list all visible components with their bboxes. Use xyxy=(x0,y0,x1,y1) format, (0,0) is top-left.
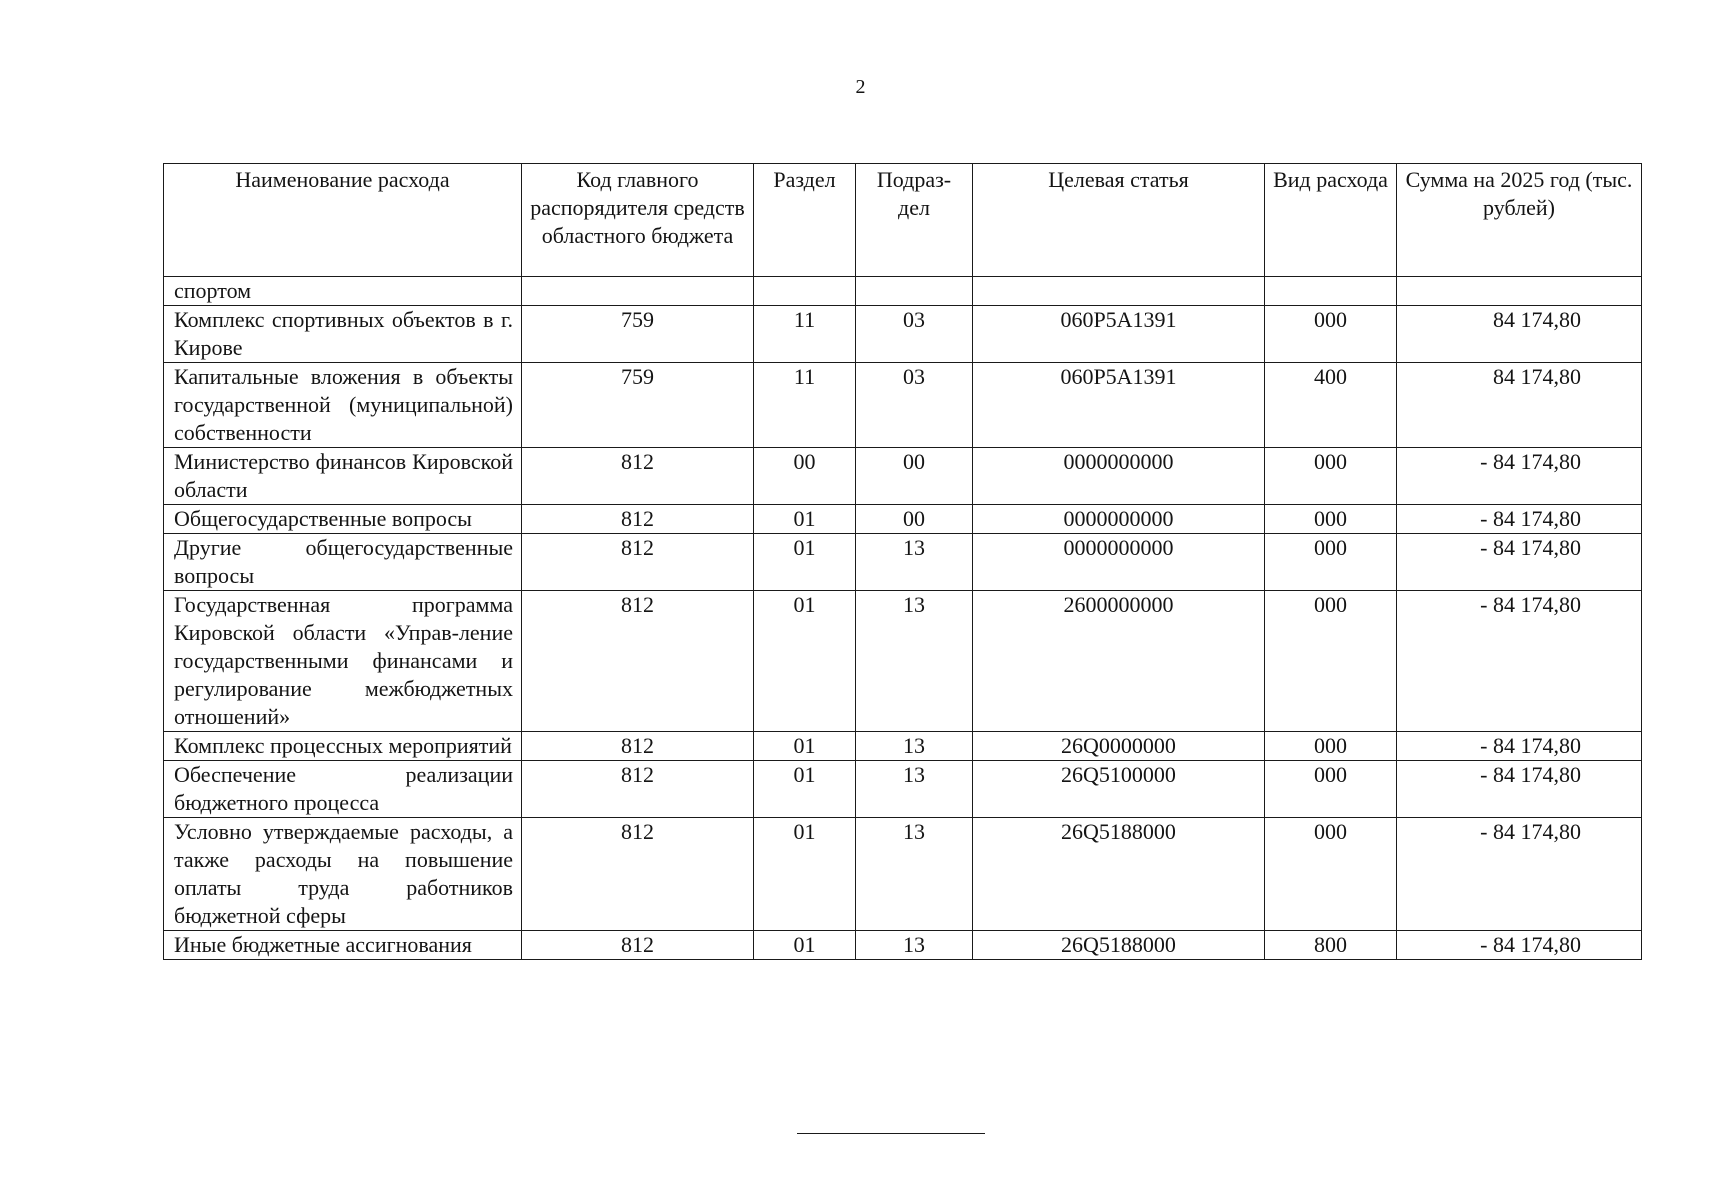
manager-code-cell: 812 xyxy=(522,761,754,818)
amount-cell: - 84 174,80 xyxy=(1397,505,1642,534)
subsection-cell: 00 xyxy=(856,448,973,505)
subsection-cell: 03 xyxy=(856,363,973,448)
subsection-cell: 13 xyxy=(856,761,973,818)
table-row xyxy=(164,363,1642,448)
section-cell: 00 xyxy=(754,448,856,505)
column-header: Код главного распорядителя средств областного бюджета xyxy=(522,164,754,277)
target-article-cell: 26Q5100000 xyxy=(973,761,1265,818)
manager-code-cell: 812 xyxy=(522,591,754,732)
section-cell: 01 xyxy=(754,505,856,534)
expense-type-cell: 800 xyxy=(1265,931,1397,960)
target-article-cell: 2600000000 xyxy=(973,591,1265,732)
amount-cell xyxy=(1397,277,1642,306)
table-row xyxy=(164,448,1642,505)
target-article-cell: 26Q5188000 xyxy=(973,818,1265,931)
manager-code-cell: 759 xyxy=(522,363,754,448)
section-cell: 01 xyxy=(754,732,856,761)
column-header: Раздел xyxy=(754,164,856,277)
expense-name-cell: Общегосударственные вопросы xyxy=(164,505,522,534)
expense-name-cell: Иные бюджетные ассигнования xyxy=(164,931,522,960)
amount-cell: - 84 174,80 xyxy=(1397,534,1642,591)
expense-name-cell: Обеспечение реализации бюджетного процесса xyxy=(164,761,522,818)
target-article-cell: 26Q0000000 xyxy=(973,732,1265,761)
table-row xyxy=(164,732,1642,761)
table-row xyxy=(164,505,1642,534)
expense-type-cell: 400 xyxy=(1265,363,1397,448)
amount-cell: - 84 174,80 xyxy=(1397,761,1642,818)
expense-name-cell: Капитальные вложения в объекты государственной (муниципальной) собственности xyxy=(164,363,522,448)
subsection-cell xyxy=(856,277,973,306)
expense-type-cell: 000 xyxy=(1265,591,1397,732)
target-article-cell: 26Q5188000 xyxy=(973,931,1265,960)
manager-code-cell: 812 xyxy=(522,534,754,591)
column-header: Подраз-дел xyxy=(856,164,973,277)
page-number: 2 xyxy=(855,76,866,98)
expense-type-cell: 000 xyxy=(1265,534,1397,591)
expense-type-cell: 000 xyxy=(1265,732,1397,761)
column-header: Сумма на 2025 год (тыс. рублей) xyxy=(1397,164,1642,277)
manager-code-cell: 812 xyxy=(522,505,754,534)
section-cell xyxy=(754,277,856,306)
section-cell: 01 xyxy=(754,818,856,931)
expense-type-cell xyxy=(1265,277,1397,306)
expense-name-cell: Министерство финансов Кировской области xyxy=(164,448,522,505)
amount-cell: - 84 174,80 xyxy=(1397,931,1642,960)
table-row xyxy=(164,277,1642,306)
target-article-cell: 0000000000 xyxy=(973,534,1265,591)
target-article-cell: 060P5A1391 xyxy=(973,306,1265,363)
manager-code-cell: 812 xyxy=(522,931,754,960)
table-row xyxy=(164,306,1642,363)
table-row xyxy=(164,534,1642,591)
table-row xyxy=(164,931,1642,960)
subsection-cell: 13 xyxy=(856,534,973,591)
expense-name-cell: Комплекс спортивных объектов в г. Кирове xyxy=(164,306,522,363)
amount-cell: - 84 174,80 xyxy=(1397,732,1642,761)
subsection-cell: 13 xyxy=(856,818,973,931)
amount-cell: 84 174,80 xyxy=(1397,306,1642,363)
subsection-cell: 03 xyxy=(856,306,973,363)
table-row xyxy=(164,761,1642,818)
table-header-row xyxy=(164,164,1642,277)
manager-code-cell: 759 xyxy=(522,306,754,363)
expense-name-cell: спортом xyxy=(164,277,522,306)
section-cell: 01 xyxy=(754,761,856,818)
target-article-cell: 0000000000 xyxy=(973,448,1265,505)
expense-type-cell: 000 xyxy=(1265,818,1397,931)
manager-code-cell: 812 xyxy=(522,818,754,931)
expense-name-cell: Условно утверждаемые расходы, а также расходы на повышение оплаты труда работников бюджетной сферы xyxy=(164,818,522,931)
section-cell: 01 xyxy=(754,591,856,732)
manager-code-cell: 812 xyxy=(522,732,754,761)
footer-divider-line xyxy=(797,1133,985,1134)
manager-code-cell xyxy=(522,277,754,306)
table-row xyxy=(164,818,1642,931)
section-cell: 11 xyxy=(754,363,856,448)
amount-cell: 84 174,80 xyxy=(1397,363,1642,448)
column-header: Целевая статья xyxy=(973,164,1265,277)
section-cell: 01 xyxy=(754,534,856,591)
amount-cell: - 84 174,80 xyxy=(1397,448,1642,505)
table-row xyxy=(164,591,1642,732)
column-header: Вид расхода xyxy=(1265,164,1397,277)
expense-name-cell: Другие общегосударственные вопросы xyxy=(164,534,522,591)
expense-type-cell: 000 xyxy=(1265,306,1397,363)
expense-type-cell: 000 xyxy=(1265,505,1397,534)
subsection-cell: 13 xyxy=(856,931,973,960)
expense-type-cell: 000 xyxy=(1265,761,1397,818)
expense-type-cell: 000 xyxy=(1265,448,1397,505)
target-article-cell: 060P5A1391 xyxy=(973,363,1265,448)
target-article-cell xyxy=(973,277,1265,306)
manager-code-cell: 812 xyxy=(522,448,754,505)
budget-table xyxy=(163,163,1642,960)
amount-cell: - 84 174,80 xyxy=(1397,591,1642,732)
target-article-cell: 0000000000 xyxy=(973,505,1265,534)
subsection-cell: 13 xyxy=(856,591,973,732)
section-cell: 01 xyxy=(754,931,856,960)
column-header: Наименование расхода xyxy=(164,164,522,277)
subsection-cell: 13 xyxy=(856,732,973,761)
section-cell: 11 xyxy=(754,306,856,363)
expense-name-cell: Государственная программа Кировской области «Управ-ление государственными финансами и регулирование межбюджетных отношений» xyxy=(164,591,522,732)
expense-name-cell: Комплекс процессных мероприятий xyxy=(164,732,522,761)
amount-cell: - 84 174,80 xyxy=(1397,818,1642,931)
subsection-cell: 00 xyxy=(856,505,973,534)
